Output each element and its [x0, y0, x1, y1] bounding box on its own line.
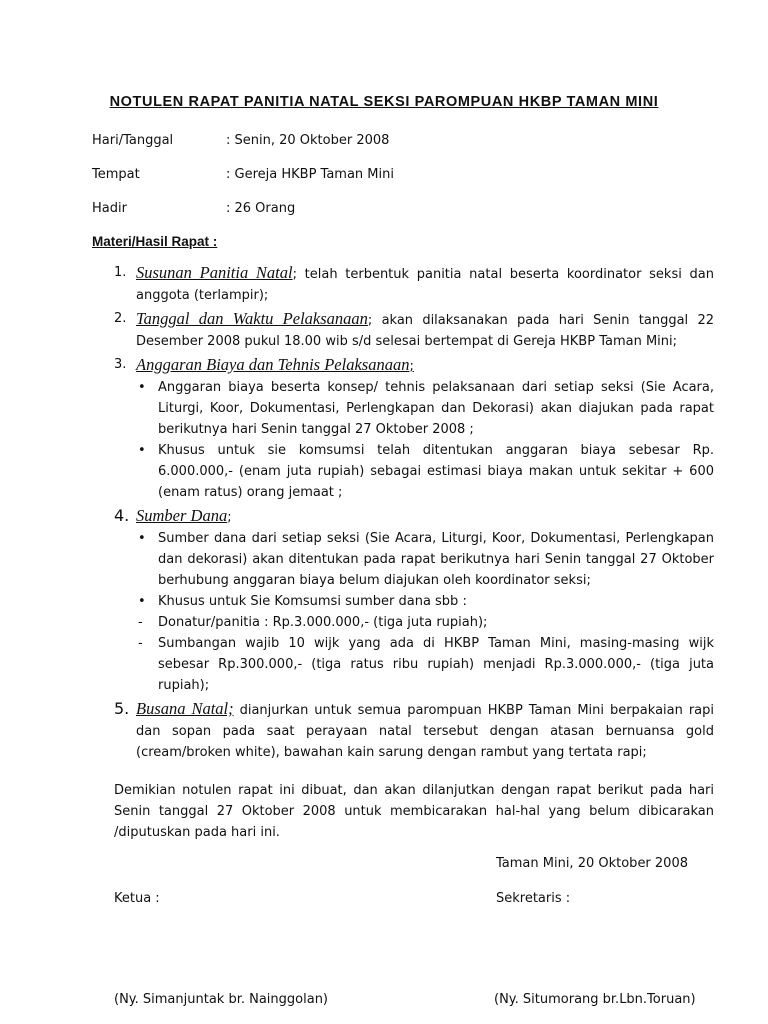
- dash-icon: -: [138, 636, 143, 651]
- list-item: • Khusus untuk Sie Komsumsi sumber dana sbb :: [136, 591, 714, 612]
- item-number: 2.: [114, 311, 127, 326]
- item-topic: Tanggal dan Waktu Pelaksanaan: [136, 309, 368, 328]
- bullet-icon: •: [138, 594, 146, 609]
- sekretaris-label: Sekretaris :: [496, 891, 571, 906]
- meta-label-place: Tempat: [92, 167, 140, 182]
- item-text: ;: [227, 510, 232, 525]
- bullet-list: [136, 377, 714, 503]
- agenda-item-1: [114, 262, 714, 306]
- section-heading: Materi/Hasil Rapat :: [92, 234, 218, 249]
- list-item: • Sumber dana dari setiap seksi (Sie Acara, Liturgi, Koor, Dokumentasi, Perlengkapan dan dekorasi) akan ditentukan pada rapat berikutnya hari Senin tanggal 27 Oktober berhubung anggaran biaya belum diajukan oleh koordinator seksi;: [136, 528, 714, 591]
- meta-value-date: : Senin, 20 Oktober 2008: [226, 133, 390, 148]
- meta-value-place: : Gereja HKBP Taman Mini: [226, 167, 394, 182]
- bullet-icon: •: [138, 380, 146, 395]
- list-item: • Khusus untuk sie komsumsi telah ditentukan anggaran biaya sebesar Rp. 6.000.000,- (enam juta rupiah) sebagai estimasi biaya makan untuk sekitar + 600 (enam ratus) orang jemaat ;: [136, 440, 714, 503]
- closing-paragraph: Demikian notulen rapat ini dibuat, dan akan dilanjutkan dengan rapat berikut pada hari Senin tanggal 27 Oktober 2008 untuk membicarakan hal-hal yang belum dibicarakan /diputuskan pada hari ini.: [114, 783, 714, 840]
- item-number: 4.: [114, 506, 130, 525]
- item-text: ;: [409, 359, 414, 374]
- item-topic: Busana Natal;: [136, 699, 234, 718]
- list-item: - Donatur/panitia : Rp.3.000.000,- (tiga juta rupiah);: [136, 612, 714, 633]
- dash-icon: -: [138, 615, 143, 630]
- item-text: ; telah terbentuk panitia natal beserta koordinator seksi dan anggota (terlampir);: [136, 267, 714, 303]
- sekretaris-name: (Ny. Situmorang br.Lbn.Toruan): [494, 992, 696, 1007]
- bullet-list: [136, 528, 714, 612]
- bullet-icon: •: [138, 443, 146, 458]
- place-date: Taman Mini, 20 Oktober 2008: [496, 856, 688, 871]
- minutes-body: [114, 262, 714, 765]
- agenda-item-5: [114, 698, 714, 763]
- ketua-label: Ketua :: [114, 891, 160, 906]
- agenda-item-4: [114, 505, 714, 696]
- dash-list: [136, 612, 714, 696]
- ketua-name: (Ny. Simanjuntak br. Nainggolan): [114, 992, 329, 1007]
- agenda-item-2: [114, 308, 714, 352]
- page-title: NOTULEN RAPAT PANITIA NATAL SEKSI PAROMPUAN HKBP TAMAN MINI: [109, 94, 659, 110]
- item-number: 5.: [114, 699, 130, 718]
- item-number: 3.: [114, 357, 127, 372]
- item-topic: Anggaran Biaya dan Tehnis Pelaksanaan: [136, 355, 410, 374]
- item-topic: Sumber Dana: [136, 506, 228, 525]
- item-text: dianjurkan untuk semua parompuan HKBP Taman Mini berpakaian rapi dan sopan pada saat perayaan natal tersebut dengan atasan bernuansa gold (cream/broken white), bawahan kain sarung dengan rambut yang tertata rapi;: [136, 703, 714, 760]
- item-number: 1.: [114, 265, 127, 280]
- meta-label-date: Hari/Tanggal: [92, 133, 174, 148]
- item-text: ; akan dilaksanakan pada hari Senin tanggal 22 Desember 2008 pukul 18.00 wib s/d selesai bertempat di Gereja HKBP Taman Mini;: [136, 313, 714, 349]
- agenda-item-3: [114, 354, 714, 503]
- bullet-icon: •: [138, 531, 146, 546]
- list-item: - Sumbangan wajib 10 wijk yang ada di HKBP Taman Mini, masing-masing wijk sebesar Rp.300.000,- (tiga ratus ribu rupiah) menjadi Rp.3.000.000,- (tiga juta rupiah);: [136, 633, 714, 696]
- meta-value-attendance: : 26 Orang: [226, 201, 296, 216]
- meta-label-attendance: Hadir: [92, 201, 127, 216]
- item-topic: Susunan Panitia Natal: [136, 263, 293, 282]
- list-item: • Anggaran biaya beserta konsep/ tehnis pelaksanaan dari setiap seksi (Sie Acara, Liturgi, Koor, Dokumentasi, Perlengkapan dan Dekorasi) akan diajukan pada rapat berikutnya hari Senin tanggal 27 Oktober 2008 ;: [136, 377, 714, 440]
